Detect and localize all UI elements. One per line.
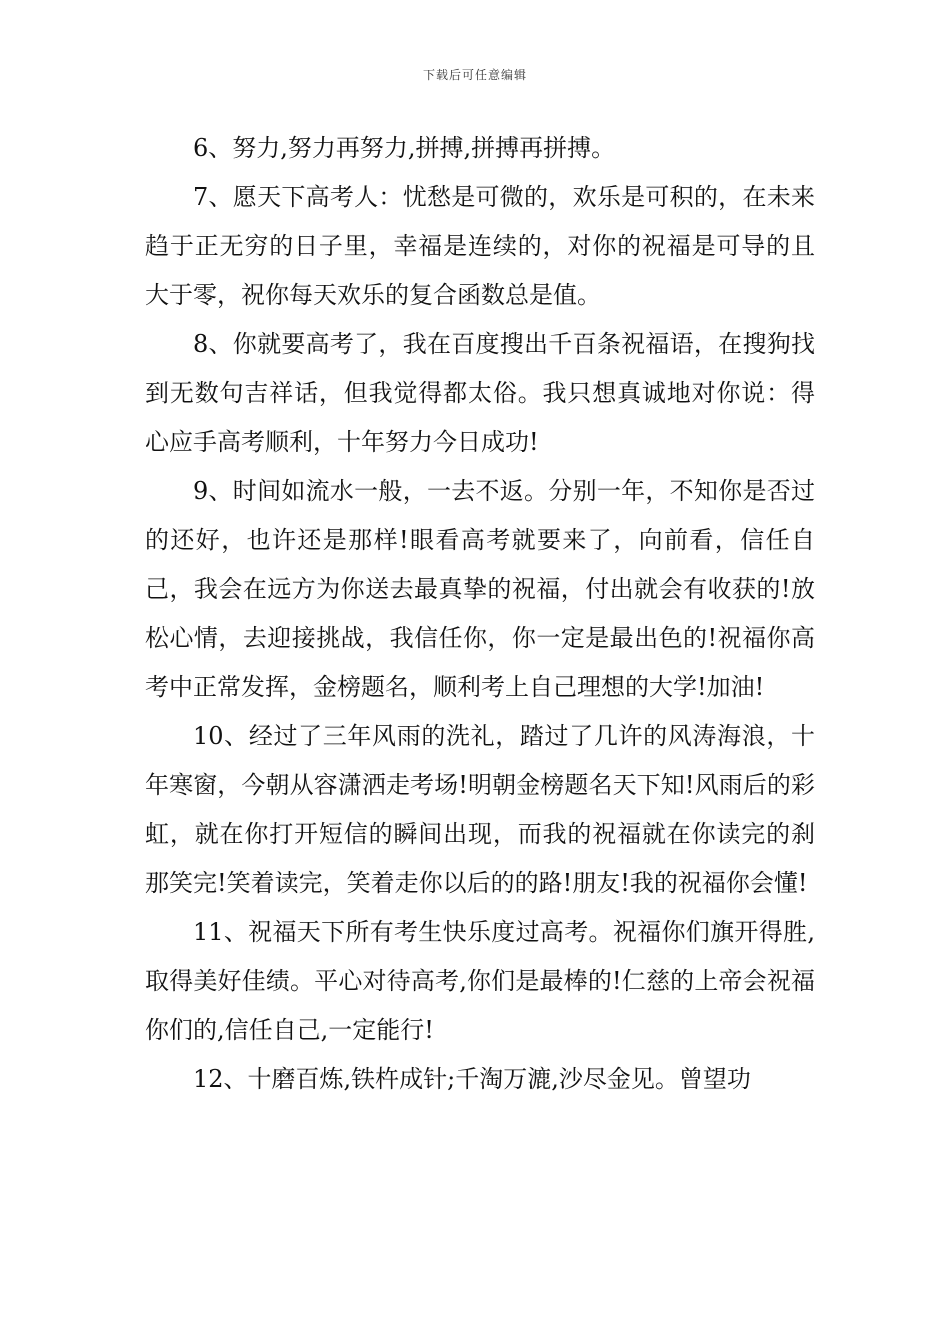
page-header: 下载后可任意编辑 xyxy=(422,68,527,82)
paragraph-10: 10、经过了三年风雨的洗礼，踏过了几许的风涛海浪，十年寒窗，今朝从容潇洒走考场!明朝金榜题名天下知!风雨后的彩虹，就在你打开短信的瞬间出现，而我的祝福就在你读完的刹那笑完!笑着读完，笑着走你以后的的路!朋友!我的祝福你会懂! xyxy=(145,722,815,897)
paragraph-7: 7、愿天下高考人：忧愁是可微的，欢乐是可积的，在未来趋于正无穷的日子里，幸福是连续的，对你的祝福是可导的且大于零，祝你每天欢乐的复合函数总是值。 xyxy=(145,183,815,309)
paragraph-6: 6、努力,努力再努力,拼搏,拼搏再拼搏。 xyxy=(193,134,616,162)
paragraph-12: 12、十磨百炼,铁杵成针;千淘万漉,沙尽金见。曾望功 xyxy=(193,1065,751,1093)
document-body xyxy=(145,124,815,1104)
paragraph-8: 8、你就要高考了，我在百度搜出千百条祝福语，在搜狗找到无数句吉祥话，但我觉得都太俗。我只想真诚地对你说：得心应手高考顺利，十年努力今日成功! xyxy=(145,330,815,456)
paragraph-9: 9、时间如流水一般，一去不返。分别一年，不知你是否过的还好，也许还是那样!眼看高考就要来了，向前看，信任自己，我会在远方为你送去最真挚的祝福，付出就会有收获的!放松心情，去迎接挑战，我信任你，你一定是最出色的!祝福你高考中正常发挥，金榜题名，顺利考上自己理想的大学!加油! xyxy=(145,477,815,701)
paragraph-11: 11、祝福天下所有考生快乐度过高考。祝福你们旗开得胜,取得美好佳绩。平心对待高考,你们是最棒的!仁慈的上帝会祝福你们的,信任自己,一定能行! xyxy=(145,918,815,1044)
